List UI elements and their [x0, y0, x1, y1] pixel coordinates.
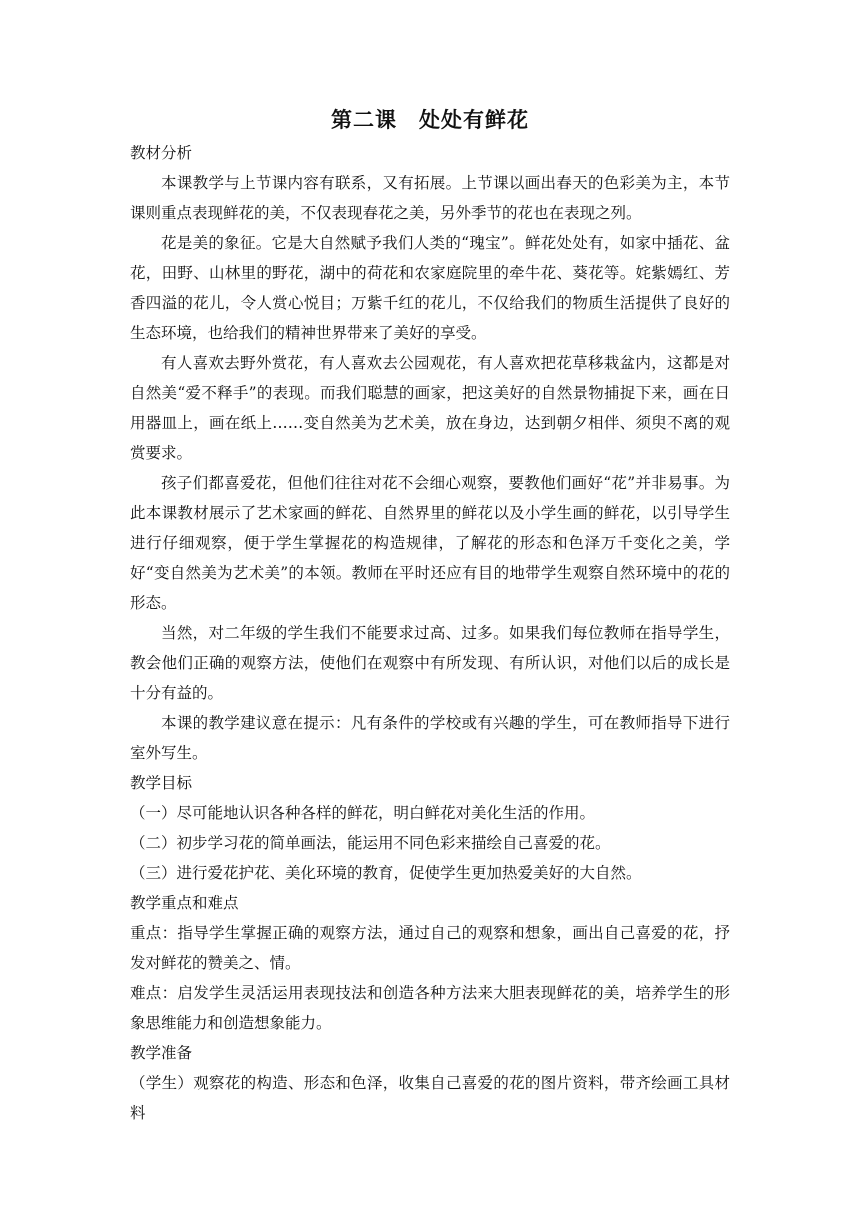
document-content [130, 105, 730, 1128]
section-heading-analysis: 教材分析 [130, 144, 193, 162]
analysis-paragraph-1: 本课教学与上节课内容有联系，又有拓展。上节课以画出春天的色彩美为主，本节课则重点表现鲜花的美，不仅表现春花之美，另外季节的花也在表现之列。 [130, 174, 730, 222]
section-heading-goals: 教学目标 [130, 774, 193, 792]
analysis-paragraph-2: 花是美的象征。它是大自然赋予我们人类的“瑰宝”。鲜花处处有，如家中插花、盆花，田野、山林里的野花，湖中的荷花和农家庭院里的牵牛花、葵花等。姹紫嫣红、芳香四溢的花儿，令人赏心悦目；万紫千红的花儿，不仅给我们的物质生活提供了良好的生态环境，也给我们的精神世界带来了美好的享受。 [130, 234, 730, 342]
goal-item-2: （二）初步学习花的简单画法，能运用不同色彩来描绘自己喜爱的花。 [130, 834, 611, 852]
lesson-number: 第二课 [331, 107, 397, 132]
analysis-paragraph-4: 孩子们都喜爱花，但他们往往对花不会细心观察，要教他们画好“花”并非易事。为此本课教材展示了艺术家画的鲜花、自然界里的鲜花以及小学生画的鲜花，以引导学生进行仔细观察，便于学生掌握花的构造规律，了解花的形态和色泽万千变化之美，学好“变自然美为艺术美”的本领。教师在平时还应有目的地带学生观察自然环境中的花的形态。 [130, 474, 730, 612]
goal-item-1: （一）尽可能地认识各种各样的鲜花，明白鲜花对美化生活的作用。 [130, 804, 596, 822]
preparation-student: （学生）观察花的构造、形态和色泽，收集自己喜爱的花的图片资料，带齐绘画工具材料 [130, 1074, 730, 1122]
key-point-focus: 重点：指导学生掌握正确的观察方法，通过自己的观察和想象，画出自己喜爱的花，抒发对鲜花的赞美之、情。 [130, 924, 730, 972]
lesson-name: 处处有鲜花 [419, 107, 529, 132]
lesson-title [130, 105, 730, 135]
section-heading-key-points: 教学重点和难点 [130, 894, 239, 912]
analysis-paragraph-5: 当然，对二年级的学生我们不能要求过高、过多。如果我们每位教师在指导学生，教会他们正确的观察方法，使他们在观察中有所发现、有所认识，对他们以后的成长是十分有益的。 [130, 624, 730, 702]
analysis-paragraph-3: 有人喜欢去野外赏花，有人喜欢去公园观花，有人喜欢把花草移栽盆内，这都是对自然美“爱不释手”的表现。而我们聪慧的画家，把这美好的自然景物捕捉下来，画在日用器皿上，画在纸上……变自然美为艺术美，放在身边，达到朝夕相伴、须臾不离的观赏要求。 [130, 354, 730, 462]
goal-item-3: （三）进行爱花护花、美化环境的教育，促使学生更加热爱美好的大自然。 [130, 864, 642, 882]
section-heading-preparation: 教学准备 [130, 1044, 193, 1062]
key-point-difficulty: 难点：启发学生灵活运用表现技法和创造各种方法来大胆表现鲜花的美，培养学生的形象思维能力和创造想象能力。 [130, 984, 730, 1032]
analysis-paragraph-6: 本课的教学建议意在提示：凡有条件的学校或有兴趣的学生，可在教师指导下进行室外写生。 [130, 714, 730, 762]
